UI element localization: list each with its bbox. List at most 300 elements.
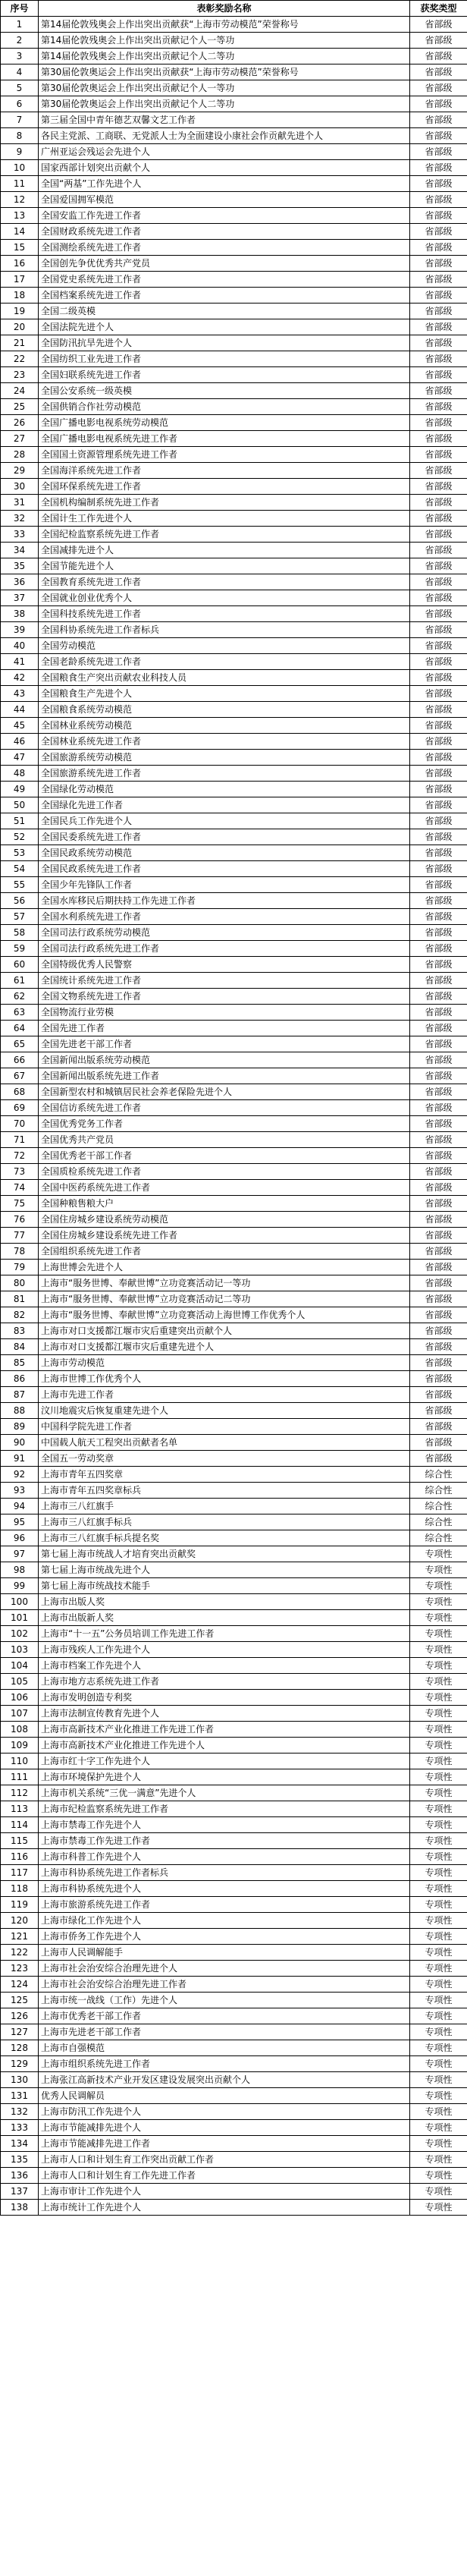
- row-index: 33: [1, 527, 39, 543]
- row-index: 101: [1, 1610, 39, 1626]
- table-row: [1, 1769, 467, 1785]
- row-index: 137: [1, 2184, 39, 2200]
- row-award-type: 省部级: [410, 766, 467, 782]
- row-award-type: 省部级: [410, 1419, 467, 1435]
- row-award-name: 上海市自强模范: [39, 2040, 410, 2056]
- row-award-name: 上海市高新技术产业化推进工作先进个人: [39, 1738, 410, 1754]
- row-award-type: 省部级: [410, 1005, 467, 1021]
- row-award-name: 全国科协系统先进工作者标兵: [39, 622, 410, 638]
- row-award-name: 全国海洋系统先进工作者: [39, 463, 410, 479]
- table-row: [1, 1100, 467, 1116]
- row-award-name: 上海市禁毒工作先进个人: [39, 1817, 410, 1833]
- row-award-type: 省部级: [410, 96, 467, 112]
- row-award-name: 全国特级优秀人民警察: [39, 957, 410, 973]
- table-row: [1, 415, 467, 431]
- row-award-name: 上海市“十一五”公务员培训工作先进工作者: [39, 1626, 410, 1642]
- row-award-name: 全国住房城乡建设系统先进工作者: [39, 1228, 410, 1244]
- table-row: [1, 1260, 467, 1275]
- table-row: [1, 734, 467, 750]
- row-award-name: 全国供销合作社劳动模范: [39, 399, 410, 415]
- row-index: 134: [1, 2136, 39, 2152]
- row-index: 131: [1, 2088, 39, 2104]
- row-index: 65: [1, 1036, 39, 1052]
- row-index: 72: [1, 1148, 39, 1164]
- table-row: [1, 686, 467, 702]
- row-index: 113: [1, 1801, 39, 1817]
- table-row: [1, 2120, 467, 2136]
- table-row: [1, 606, 467, 622]
- row-award-name: 各民主党派、工商联、无党派人士为全面建设小康社会作贡献先进个人: [39, 128, 410, 144]
- row-award-name: 全国组织系统先进工作者: [39, 1244, 410, 1260]
- table-row: [1, 2104, 467, 2120]
- row-index: 90: [1, 1435, 39, 1451]
- row-award-name: 上海市对口支援都江堰市灾后重建先进个人: [39, 1339, 410, 1355]
- row-index: 73: [1, 1164, 39, 1180]
- row-award-type: 综合性: [410, 1483, 467, 1499]
- row-award-type: 省部级: [410, 1052, 467, 1068]
- row-index: 98: [1, 1562, 39, 1578]
- row-index: 112: [1, 1785, 39, 1801]
- table-row: [1, 1196, 467, 1212]
- row-award-type: 专项性: [410, 2072, 467, 2088]
- row-award-name: 全国爱国拥军模范: [39, 192, 410, 208]
- table-row: [1, 1228, 467, 1244]
- row-index: 3: [1, 49, 39, 64]
- row-index: 79: [1, 1260, 39, 1275]
- row-award-name: 全国妇联系统先进工作者: [39, 367, 410, 383]
- row-index: 16: [1, 256, 39, 272]
- table-row: [1, 813, 467, 829]
- row-award-name: 上海市劳动模范: [39, 1355, 410, 1371]
- row-index: 45: [1, 718, 39, 734]
- table-row: [1, 1897, 467, 1913]
- row-award-type: 省部级: [410, 543, 467, 558]
- table-row: [1, 256, 467, 272]
- table-row: [1, 574, 467, 590]
- table-row: [1, 1275, 467, 1291]
- row-award-name: 全国机构编制系统先进工作者: [39, 495, 410, 511]
- row-award-name: 全国新闻出版系统先进工作者: [39, 1068, 410, 1084]
- row-index: 8: [1, 128, 39, 144]
- row-award-type: 综合性: [410, 1514, 467, 1530]
- row-award-type: 专项性: [410, 1865, 467, 1881]
- row-award-name: 全国林业系统先进工作者: [39, 734, 410, 750]
- row-award-type: 省部级: [410, 797, 467, 813]
- table-row: [1, 495, 467, 511]
- row-award-name: 上海市“服务世博、奉献世博”立功竞赛活动记一等功: [39, 1275, 410, 1291]
- table-row: [1, 1578, 467, 1594]
- table-row: [1, 1355, 467, 1371]
- row-index: 66: [1, 1052, 39, 1068]
- table-row: [1, 319, 467, 335]
- table-row: [1, 1435, 467, 1451]
- row-award-type: 专项性: [410, 1626, 467, 1642]
- row-index: 70: [1, 1116, 39, 1132]
- row-award-name: 全国二级英模: [39, 304, 410, 319]
- row-award-type: 省部级: [410, 1132, 467, 1148]
- row-award-type: 省部级: [410, 973, 467, 989]
- table-row: [1, 893, 467, 909]
- row-index: 12: [1, 192, 39, 208]
- row-index: 43: [1, 686, 39, 702]
- row-index: 21: [1, 335, 39, 351]
- row-award-type: 省部级: [410, 718, 467, 734]
- row-index: 92: [1, 1467, 39, 1483]
- row-award-name: 全国测绘系统先进工作者: [39, 240, 410, 256]
- row-award-type: 省部级: [410, 1228, 467, 1244]
- row-award-name: 全国绿化先进工作者: [39, 797, 410, 813]
- table-row: [1, 1499, 467, 1514]
- row-award-type: 省部级: [410, 272, 467, 288]
- table-row: [1, 1036, 467, 1052]
- row-index: 86: [1, 1371, 39, 1387]
- row-index: 61: [1, 973, 39, 989]
- table-row: [1, 750, 467, 766]
- row-award-type: 专项性: [410, 1706, 467, 1722]
- row-award-type: 省部级: [410, 527, 467, 543]
- row-award-type: 省部级: [410, 861, 467, 877]
- table-row: [1, 1307, 467, 1323]
- table-row: [1, 208, 467, 224]
- row-award-name: 第七届上海市统战先进个人: [39, 1562, 410, 1578]
- row-award-name: 上海市纪检监察系统先进工作者: [39, 1801, 410, 1817]
- table-row: [1, 2072, 467, 2088]
- table-row: [1, 112, 467, 128]
- table-row: [1, 272, 467, 288]
- row-index: 47: [1, 750, 39, 766]
- row-award-type: 省部级: [410, 877, 467, 893]
- row-award-type: 专项性: [410, 1945, 467, 1961]
- table-row: [1, 1467, 467, 1483]
- table-row: [1, 845, 467, 861]
- table-row: [1, 224, 467, 240]
- row-index: 94: [1, 1499, 39, 1514]
- row-index: 59: [1, 941, 39, 957]
- row-award-name: 全国优秀党务工作者: [39, 1116, 410, 1132]
- row-index: 93: [1, 1483, 39, 1499]
- table-row: [1, 718, 467, 734]
- table-row: [1, 399, 467, 415]
- row-award-name: 全国质检系统先进工作者: [39, 1164, 410, 1180]
- row-award-name: 全国统计系统先进工作者: [39, 973, 410, 989]
- table-row: [1, 782, 467, 797]
- table-row: [1, 1180, 467, 1196]
- row-award-type: 省部级: [410, 224, 467, 240]
- table-row: [1, 96, 467, 112]
- table-row: [1, 1929, 467, 1945]
- row-award-type: 省部级: [410, 638, 467, 654]
- row-award-type: 省部级: [410, 431, 467, 447]
- row-award-name: 上海市统一战线（工作）先进个人: [39, 1993, 410, 2008]
- row-award-type: 专项性: [410, 1754, 467, 1769]
- row-index: 13: [1, 208, 39, 224]
- row-award-type: 专项性: [410, 1785, 467, 1801]
- row-index: 110: [1, 1754, 39, 1769]
- row-award-name: 上海市法制宣传教育先进个人: [39, 1706, 410, 1722]
- table-row: [1, 431, 467, 447]
- row-award-name: 全国旅游系统先进工作者: [39, 766, 410, 782]
- row-award-name: 上海市侨务工作先进个人: [39, 1929, 410, 1945]
- row-award-type: 省部级: [410, 957, 467, 973]
- row-award-type: 省部级: [410, 654, 467, 670]
- row-award-type: 省部级: [410, 909, 467, 925]
- table-row: [1, 304, 467, 319]
- row-award-type: 省部级: [410, 1403, 467, 1419]
- table-row: [1, 829, 467, 845]
- table-row: [1, 1451, 467, 1467]
- row-award-name: 全国文物系统先进工作者: [39, 989, 410, 1005]
- row-award-name: 上海市档案工作先进个人: [39, 1658, 410, 1674]
- row-index: 102: [1, 1626, 39, 1642]
- row-index: 63: [1, 1005, 39, 1021]
- row-award-name: 上海市对口支援都江堰市灾后重建突出贡献个人: [39, 1323, 410, 1339]
- table-row: [1, 335, 467, 351]
- row-award-type: 省部级: [410, 1307, 467, 1323]
- table-row: [1, 49, 467, 64]
- table-row: [1, 2008, 467, 2024]
- row-award-type: 专项性: [410, 2168, 467, 2184]
- table-row: [1, 1291, 467, 1307]
- row-award-name: 上海市旅游系统先进工作者: [39, 1897, 410, 1913]
- row-award-name: 上海市出版人奖: [39, 1594, 410, 1610]
- row-index: 125: [1, 1993, 39, 2008]
- row-index: 62: [1, 989, 39, 1005]
- table-row: [1, 1642, 467, 1658]
- row-award-name: 广州亚运会残运会先进个人: [39, 144, 410, 160]
- row-index: 25: [1, 399, 39, 415]
- row-award-type: 省部级: [410, 80, 467, 96]
- row-award-type: 专项性: [410, 1817, 467, 1833]
- row-award-name: 全国计生工作先进个人: [39, 511, 410, 527]
- row-award-type: 省部级: [410, 750, 467, 766]
- row-award-name: 全国环保系统先进工作者: [39, 479, 410, 495]
- row-award-name: 上海市“服务世博、奉献世博”立功竞赛活动上海世博工作优秀个人: [39, 1307, 410, 1323]
- row-award-name: 全国粮食生产先进个人: [39, 686, 410, 702]
- row-award-type: 省部级: [410, 1355, 467, 1371]
- table-row: [1, 1706, 467, 1722]
- row-award-type: 省部级: [410, 335, 467, 351]
- header-award-name: 表彰奖励名称: [39, 1, 410, 17]
- row-award-type: 省部级: [410, 734, 467, 750]
- row-award-type: 省部级: [410, 1196, 467, 1212]
- row-award-type: 省部级: [410, 574, 467, 590]
- row-award-name: 全国先进工作者: [39, 1021, 410, 1036]
- row-index: 19: [1, 304, 39, 319]
- table-row: [1, 1546, 467, 1562]
- row-award-name: 全国教育系统先进工作者: [39, 574, 410, 590]
- row-index: 64: [1, 1021, 39, 1036]
- row-index: 9: [1, 144, 39, 160]
- row-index: 76: [1, 1212, 39, 1228]
- table-row: [1, 622, 467, 638]
- row-index: 127: [1, 2024, 39, 2040]
- row-award-name: 全国水利系统先进工作者: [39, 909, 410, 925]
- row-award-type: 省部级: [410, 208, 467, 224]
- row-award-name: 上海市地方志系统先进工作者: [39, 1674, 410, 1690]
- row-award-type: 专项性: [410, 2088, 467, 2104]
- row-award-type: 专项性: [410, 1642, 467, 1658]
- row-award-name: 上海市人口和计划生育工作突出贡献工作者: [39, 2152, 410, 2168]
- row-award-type: 省部级: [410, 925, 467, 941]
- table-row: [1, 1419, 467, 1435]
- table-row: [1, 1021, 467, 1036]
- row-index: 118: [1, 1881, 39, 1897]
- row-index: 81: [1, 1291, 39, 1307]
- row-award-name: 上海市科协系统先进工作者标兵: [39, 1865, 410, 1881]
- row-award-name: 上海市先进工作者: [39, 1387, 410, 1403]
- row-award-name: 上海市残疾人工作先进个人: [39, 1642, 410, 1658]
- row-index: 80: [1, 1275, 39, 1291]
- table-row: [1, 2136, 467, 2152]
- row-index: 100: [1, 1594, 39, 1610]
- row-award-name: 上海市三八红旗手标兵: [39, 1514, 410, 1530]
- row-award-type: 专项性: [410, 2024, 467, 2040]
- table-row: [1, 1562, 467, 1578]
- table-row: [1, 654, 467, 670]
- table-row: [1, 1833, 467, 1849]
- table-row: [1, 925, 467, 941]
- row-index: 133: [1, 2120, 39, 2136]
- table-row: [1, 1323, 467, 1339]
- table-row: [1, 288, 467, 304]
- row-index: 5: [1, 80, 39, 96]
- row-award-type: 省部级: [410, 813, 467, 829]
- row-index: 85: [1, 1355, 39, 1371]
- row-award-name: 全国信访系统先进工作者: [39, 1100, 410, 1116]
- row-index: 20: [1, 319, 39, 335]
- row-award-name: 上海市审计工作先进个人: [39, 2184, 410, 2200]
- row-award-name: 全国中医药系统先进工作者: [39, 1180, 410, 1196]
- row-index: 48: [1, 766, 39, 782]
- row-index: 51: [1, 813, 39, 829]
- row-index: 74: [1, 1180, 39, 1196]
- row-award-name: 第七届上海市统战技术能手: [39, 1578, 410, 1594]
- row-index: 105: [1, 1674, 39, 1690]
- row-index: 10: [1, 160, 39, 176]
- row-award-type: 省部级: [410, 845, 467, 861]
- row-index: 128: [1, 2040, 39, 2056]
- row-index: 78: [1, 1244, 39, 1260]
- row-award-type: 省部级: [410, 256, 467, 272]
- row-index: 39: [1, 622, 39, 638]
- row-index: 68: [1, 1084, 39, 1100]
- row-index: 71: [1, 1132, 39, 1148]
- row-award-name: 上海市机关系统“三优一满意”先进个人: [39, 1785, 410, 1801]
- row-index: 57: [1, 909, 39, 925]
- row-award-name: 上海市节能减排先进个人: [39, 2120, 410, 2136]
- row-award-name: 全国先进老干部工作者: [39, 1036, 410, 1052]
- header-index: 序号: [1, 1, 39, 17]
- row-index: 52: [1, 829, 39, 845]
- row-index: 83: [1, 1323, 39, 1339]
- row-award-name: 全国种粮售粮大户: [39, 1196, 410, 1212]
- row-award-name: 全国司法行政系统劳动模范: [39, 925, 410, 941]
- row-index: 116: [1, 1849, 39, 1865]
- row-award-type: 专项性: [410, 1961, 467, 1977]
- row-index: 36: [1, 574, 39, 590]
- row-award-name: 上海市人口和计划生育工作先进工作者: [39, 2168, 410, 2184]
- table-row: [1, 128, 467, 144]
- row-award-type: 专项性: [410, 1833, 467, 1849]
- row-award-type: 省部级: [410, 1339, 467, 1355]
- table-row: [1, 1212, 467, 1228]
- row-award-name: 中国科学院先进工作者: [39, 1419, 410, 1435]
- row-index: 14: [1, 224, 39, 240]
- row-award-type: 省部级: [410, 622, 467, 638]
- row-award-type: 省部级: [410, 829, 467, 845]
- row-award-type: 专项性: [410, 2152, 467, 2168]
- row-award-name: 上海市禁毒工作先进工作者: [39, 1833, 410, 1849]
- table-row: [1, 17, 467, 33]
- row-index: 55: [1, 877, 39, 893]
- row-award-type: 专项性: [410, 1849, 467, 1865]
- row-award-type: 省部级: [410, 17, 467, 33]
- row-award-type: 省部级: [410, 1148, 467, 1164]
- row-award-type: 省部级: [410, 1068, 467, 1084]
- table-row: [1, 1977, 467, 1993]
- row-index: 53: [1, 845, 39, 861]
- table-row: [1, 2024, 467, 2040]
- row-award-type: 省部级: [410, 1371, 467, 1387]
- row-index: 31: [1, 495, 39, 511]
- table-row: [1, 638, 467, 654]
- row-award-name: 全国民兵工作先进个人: [39, 813, 410, 829]
- row-index: 87: [1, 1387, 39, 1403]
- table-row: [1, 1754, 467, 1769]
- row-index: 130: [1, 2072, 39, 2088]
- table-row: [1, 1403, 467, 1419]
- row-award-name: 全国科技系统先进工作者: [39, 606, 410, 622]
- table-row: [1, 1674, 467, 1690]
- row-award-type: 专项性: [410, 1690, 467, 1706]
- row-award-name: 全国档案系统先进工作者: [39, 288, 410, 304]
- table-row: [1, 1339, 467, 1355]
- row-award-type: 专项性: [410, 1594, 467, 1610]
- header-row: [1, 1, 467, 17]
- row-award-name: 全国物流行业劳模: [39, 1005, 410, 1021]
- row-index: 107: [1, 1706, 39, 1722]
- row-award-type: 省部级: [410, 112, 467, 128]
- row-index: 135: [1, 2152, 39, 2168]
- row-index: 26: [1, 415, 39, 431]
- row-award-name: 上海市三八红旗手: [39, 1499, 410, 1514]
- row-index: 82: [1, 1307, 39, 1323]
- row-award-name: 全国纪检监察系统先进工作者: [39, 527, 410, 543]
- table-row: [1, 1244, 467, 1260]
- table-row: [1, 2040, 467, 2056]
- row-award-name: 全国司法行政系统先进工作者: [39, 941, 410, 957]
- row-index: 17: [1, 272, 39, 288]
- row-index: 35: [1, 558, 39, 574]
- row-award-name: 上海市先进老干部工作者: [39, 2024, 410, 2040]
- row-index: 37: [1, 590, 39, 606]
- table-row: [1, 1052, 467, 1068]
- table-row: [1, 2168, 467, 2184]
- row-index: 89: [1, 1419, 39, 1435]
- row-award-type: 省部级: [410, 479, 467, 495]
- row-award-name: 上海市优秀老干部工作者: [39, 2008, 410, 2024]
- row-award-name: 全国节能先进个人: [39, 558, 410, 574]
- row-award-name: 第七届上海市统战人才培育突出贡献奖: [39, 1546, 410, 1562]
- row-award-type: 省部级: [410, 989, 467, 1005]
- row-award-name: 全国民政系统劳动模范: [39, 845, 410, 861]
- row-index: 58: [1, 925, 39, 941]
- table-row: [1, 1865, 467, 1881]
- table-row: [1, 1945, 467, 1961]
- row-index: 49: [1, 782, 39, 797]
- row-award-name: 全国少年先锋队工作者: [39, 877, 410, 893]
- row-award-name: 全国防汛抗旱先进个人: [39, 335, 410, 351]
